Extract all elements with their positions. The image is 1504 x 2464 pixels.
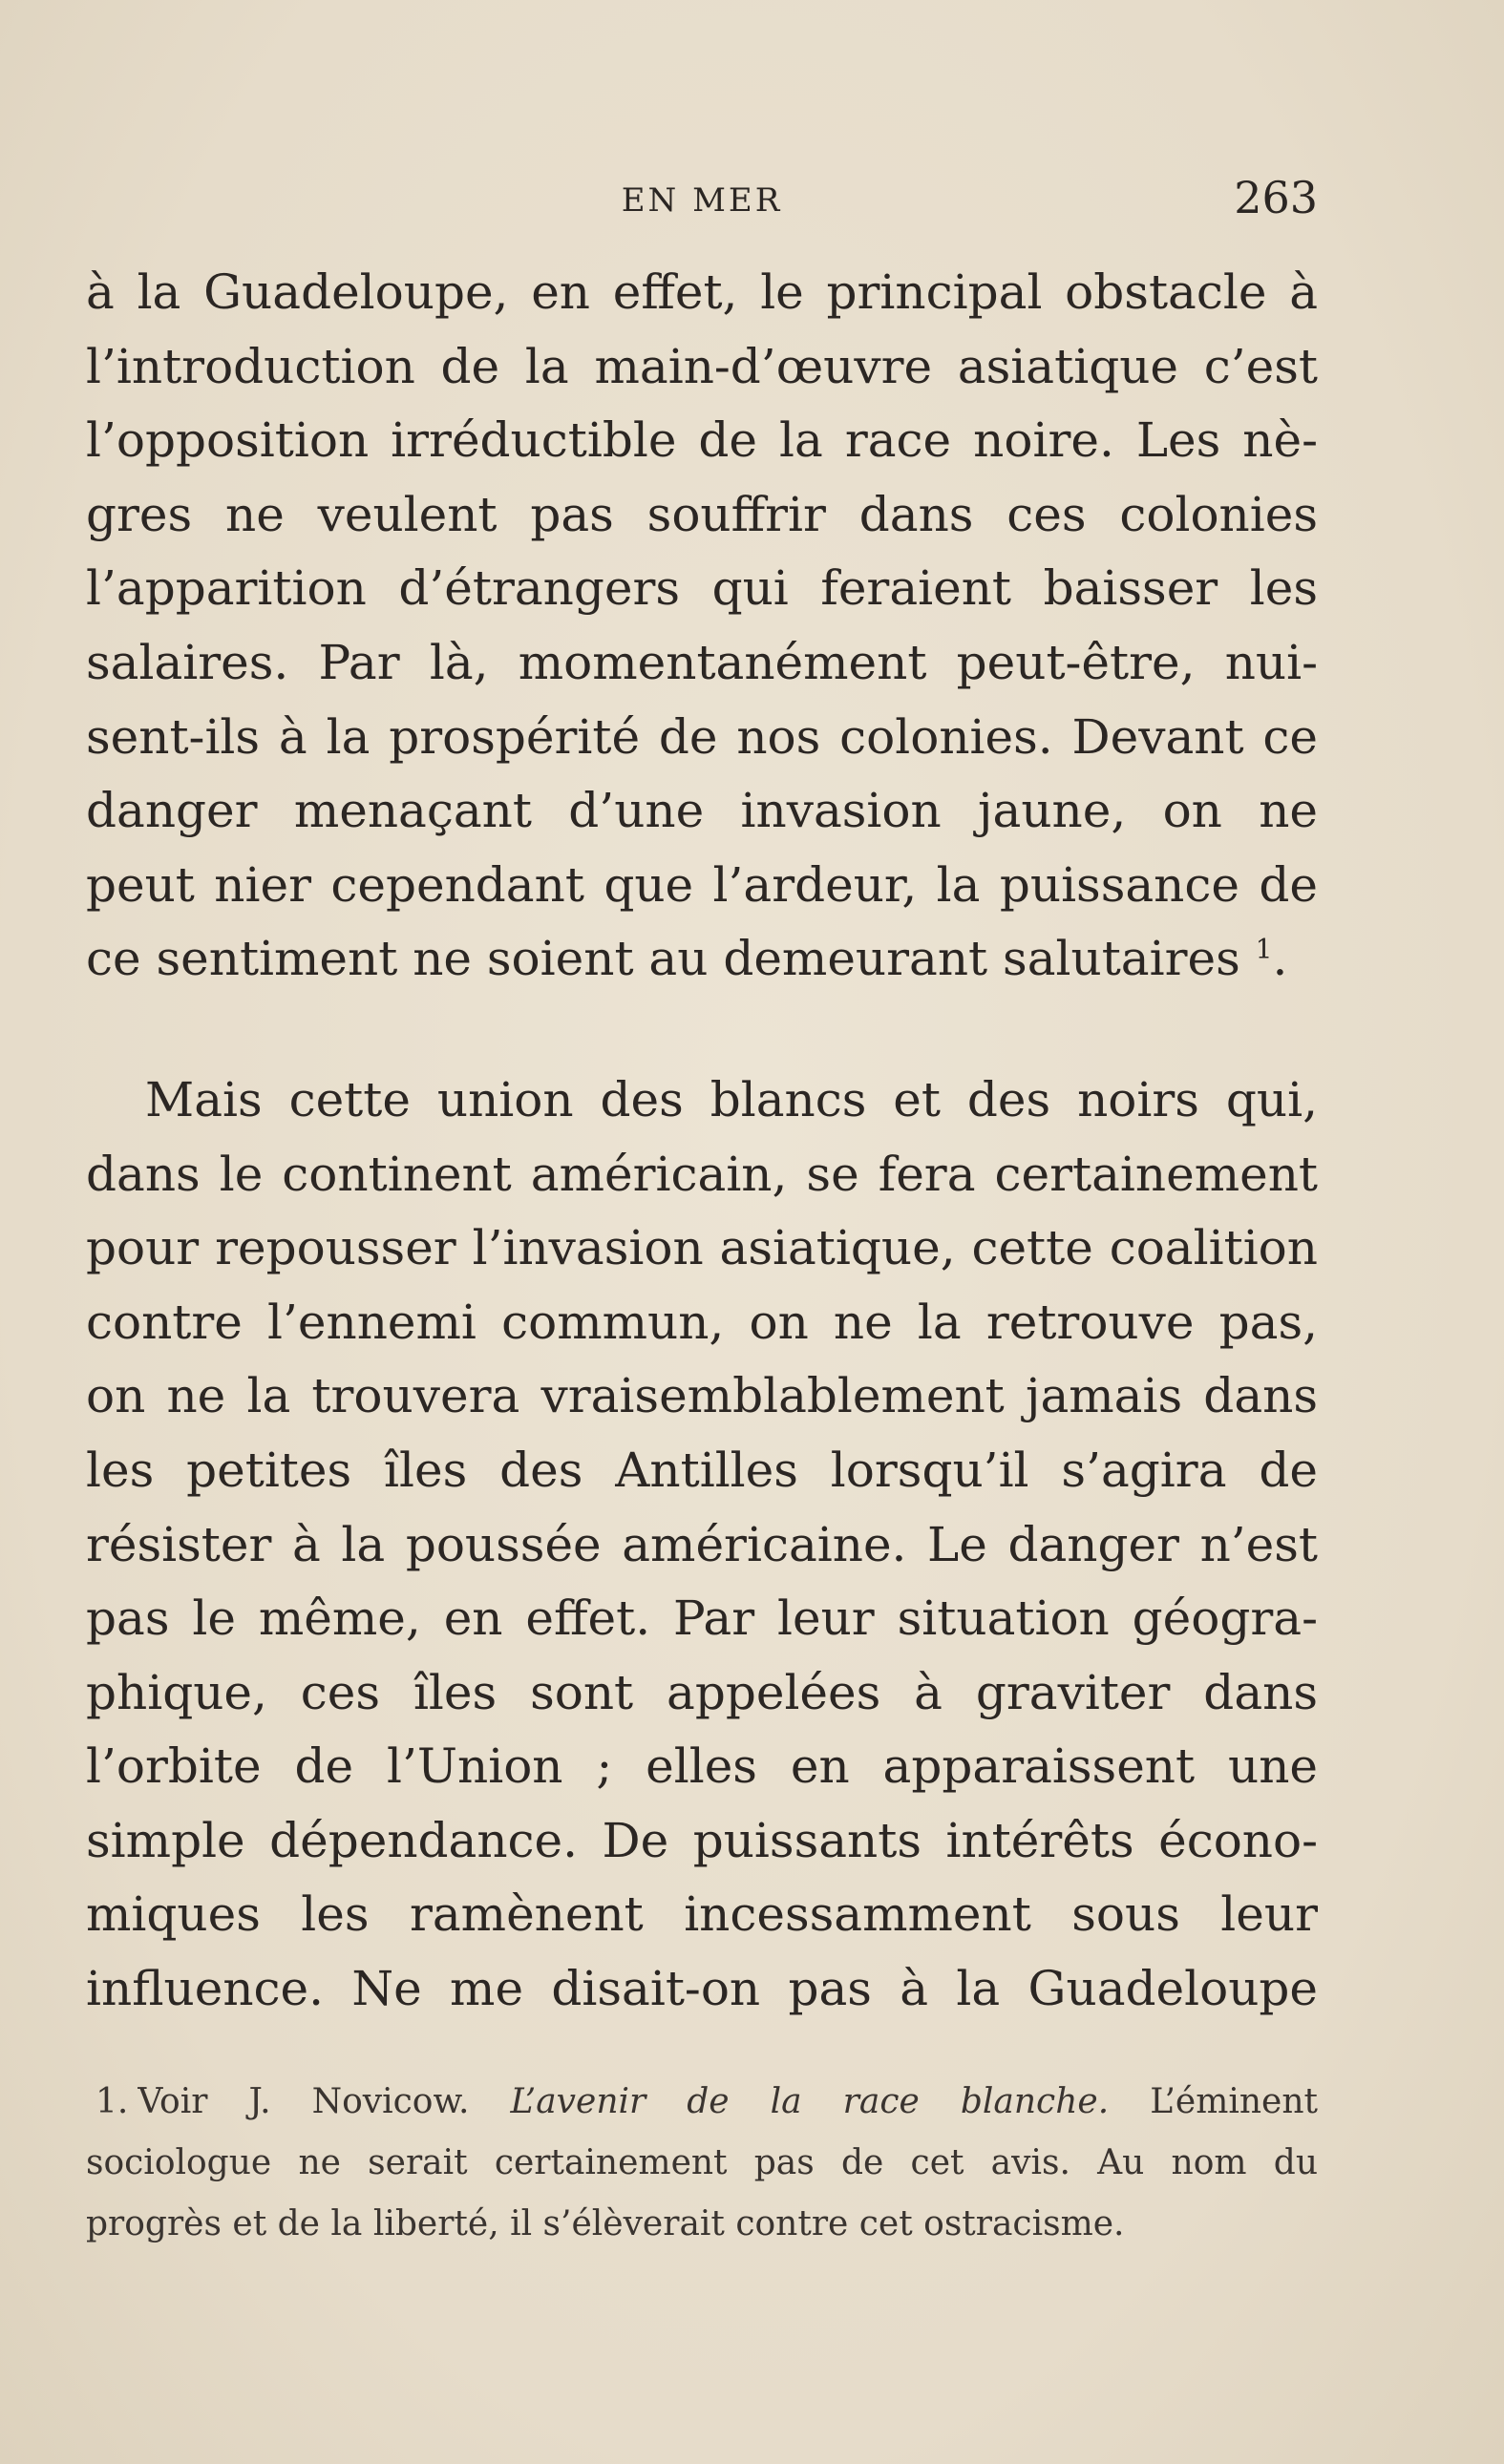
footnote-line: progrès et de la liberté, il s’élèverait contre cet ostracisme. [86,2204,1125,2243]
footnote-label: 1. [95,2082,129,2121]
text-line: dans le continent américain, se fera certainement [86,1146,1318,1202]
text-line: phique, ces îles sont appelées à graviter dans [86,1664,1318,1720]
text-line: l’apparition d’étrangers qui feraient baisser les [86,560,1318,617]
text-line: les petites îles des Antilles lorsqu’il s’agira de [86,1442,1318,1498]
text-line: miques les ramènent incessamment sous leur [86,1886,1318,1943]
end-punctuation: . [1272,931,1288,987]
body-text [86,256,1318,2027]
text-line: on ne la trouvera vraisemblablement jamais dans [86,1368,1318,1424]
text-line: résister à la poussée américaine. Le danger n’est [86,1516,1318,1572]
paragraph-gap [86,997,1318,1064]
footnote-continuation: L’éminent [1150,2082,1318,2121]
text-line: influence. Ne me disait-on pas à la Guadeloupe [86,1961,1318,2017]
text-line: gres ne veulent pas souffrir dans ces colonies [86,486,1318,542]
footnotes [86,2072,1318,2255]
footnote-reference[interactable]: 1 [1255,933,1273,965]
text-line: pour repousser l’invasion asiatique, cette coalition [86,1220,1318,1276]
text-line: l’opposition irréductible de la race noire. Les nè- [86,412,1318,469]
text-line: danger menaçant d’une invasion jaune, on ne [86,783,1318,839]
page-number: 263 [1234,172,1318,223]
text-line: salaires. Par là, momentanément peut-être, nui- [86,634,1318,690]
text-line: simple dépendance. De puissants intérêts écono- [86,1812,1318,1868]
footnote-citation: Voir J. Novicow. [138,2082,470,2121]
text-line: contre l’ennemi commun, on ne la retrouve pas, [86,1294,1318,1350]
text-line: Mais cette union des blancs et des noirs qui, [145,1071,1318,1127]
running-title: EN MER [621,181,783,220]
text-line: à la Guadeloupe, en effet, le principal obstacle à [86,264,1318,320]
text-line: sent-ils à la prospérité de nos colonies. Devant ce [86,708,1318,765]
text-line: l’introduction de la main-d’œuvre asiatique c’est [86,338,1318,394]
footnote-line: sociologue ne serait certainement pas de cet avis. Au nom du [86,2143,1318,2182]
running-head [86,172,1318,223]
text-line: l’orbite de l’Union ; elles en apparaissent une [86,1738,1318,1795]
text-line: peut nier cependant que l’ardeur, la puissance de [86,856,1318,913]
text-line-content: ce sentiment ne soient au demeurant salutaires [86,931,1240,987]
text-line-last [86,922,1318,997]
text-line: pas le même, en effet. Par leur situation géogra- [86,1590,1318,1647]
footnote-line [86,2072,1318,2133]
footnote-book-title: L’avenir de la race blanche. [510,2082,1110,2121]
